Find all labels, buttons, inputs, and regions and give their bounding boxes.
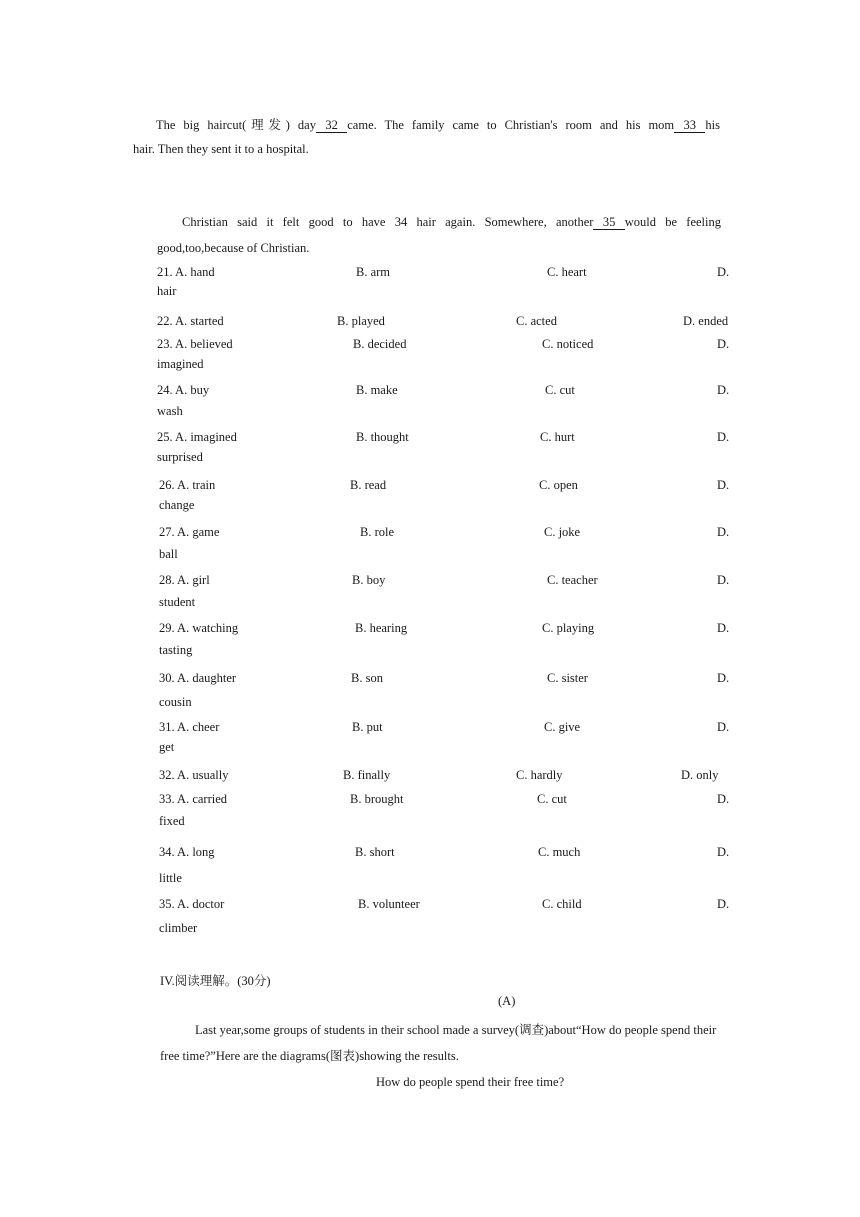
question-28-option-a: 28. A. girl [159,573,210,587]
question-32-option-a: 32. A. usually [159,768,229,782]
question-33-option-c: C. cut [537,792,567,806]
question-31-option-c: C. give [544,720,581,734]
passage-line-4: good,too,because of Christian. [157,241,310,255]
question-26-option-d-text: change [159,498,195,512]
passage-text: The big haircut(理发) day [156,118,316,132]
question-23-option-d: D. [717,337,730,351]
question-24-option-c: C. cut [545,383,575,397]
question-21-option-b: B. arm [356,265,391,279]
passage-text: came. The family came to Christian's room and his mom [347,118,675,132]
passage-text: would be feeling [624,215,721,229]
question-22-option-d: D. ended [683,314,729,328]
intro-line-1: Last year,some groups of students in their school made a survey(调查)about“How do people spend their [195,1023,717,1037]
question-32-option-d: D. only [681,768,719,782]
question-34-option-d-text: little [159,871,182,885]
question-29-option-d-text: tasting [159,643,193,657]
question-23-option-c: C. noticed [542,337,594,351]
question-25-option-d-text: surprised [157,450,203,464]
question-29-option-b: B. hearing [355,621,408,635]
question-27-option-b: B. role [360,525,395,539]
question-34-option-b: B. short [355,845,395,859]
question-34-option-a: 34. A. long [159,845,215,859]
question-26-option-c: C. open [539,478,578,492]
question-26-option-a: 26. A. train [159,478,216,492]
question-27-option-a: 27. A. game [159,525,220,539]
question-35-option-c: C. child [542,897,582,911]
question-25-option-c: C. hurt [540,430,575,444]
section-title: IV.阅读理解。(30分) [160,974,271,988]
blank-33: 33 [674,119,705,133]
passage-line-2: hair. Then they sent it to a hospital. [133,142,309,156]
question-32-option-b: B. finally [343,768,391,782]
question-33-option-d-text: fixed [159,814,185,828]
question-24-option-a: 24. A. buy [157,383,210,397]
question-23-option-b: B. decided [353,337,407,351]
question-21-option-a: 21. A. hand [157,265,215,279]
question-24-option-b: B. make [356,383,398,397]
passage-text: his [705,118,720,132]
question-22-option-b: B. played [337,314,385,328]
question-28-option-b: B. boy [352,573,386,587]
intro-line-2: free time?”Here are the diagrams(图表)showing the results. [160,1049,459,1063]
question-24-option-d-text: wash [157,404,183,418]
question-21-option-c: C. heart [547,265,587,279]
question-35-option-d: D. [717,897,730,911]
question-31-option-a: 31. A. cheer [159,720,220,734]
question-28-option-c: C. teacher [547,573,598,587]
question-27-option-d-text: ball [159,547,178,561]
question-31-option-d-text: get [159,740,175,754]
question-21-option-d-text: hair [157,284,177,298]
question-23-option-a: 23. A. believed [157,337,233,351]
question-35-option-d-text: climber [159,921,198,935]
question-34-option-c: C. much [538,845,581,859]
question-28-option-d-text: student [159,595,196,609]
chart-caption: How do people spend their free time? [376,1075,565,1089]
question-30-option-a: 30. A. daughter [159,671,237,685]
question-29-option-d: D. [717,621,730,635]
question-31-option-b: B. put [352,720,383,734]
part-label: (A) [498,994,516,1008]
question-28-option-d: D. [717,573,730,587]
passage-line-1 [156,115,720,133]
question-33-option-a: 33. A. carried [159,792,228,806]
question-25-option-b: B. thought [356,430,409,444]
question-26-option-d: D. [717,478,730,492]
passage-line-3 [182,215,721,230]
question-21-option-d: D. [717,265,730,279]
question-27-option-c: C. joke [544,525,581,539]
question-22-option-a: 22. A. started [157,314,224,328]
question-24-option-d: D. [717,383,730,397]
question-30-option-d: D. [717,671,730,685]
question-30-option-c: C. sister [547,671,588,685]
question-30-option-d-text: cousin [159,695,192,709]
question-29-option-a: 29. A. watching [159,621,239,635]
question-25-option-a: 25. A. imagined [157,430,237,444]
passage-text: Christian said it felt good to have 34 hair again. Somewhere, another [182,215,594,229]
question-22-option-c: C. acted [516,314,557,328]
question-32-option-c: C. hardly [516,768,563,782]
question-30-option-b: B. son [351,671,383,685]
question-31-option-d: D. [717,720,730,734]
question-27-option-d: D. [717,525,730,539]
blank-32: 32 [316,119,347,133]
question-26-option-b: B. read [350,478,387,492]
blank-35: 35 [593,216,624,230]
question-33-option-d: D. [717,792,730,806]
question-25-option-d: D. [717,430,730,444]
question-35-option-b: B. volunteer [358,897,420,911]
question-35-option-a: 35. A. doctor [159,897,225,911]
question-29-option-c: C. playing [542,621,595,635]
question-33-option-b: B. brought [350,792,404,806]
question-23-option-d-text: imagined [157,357,204,371]
question-34-option-d: D. [717,845,730,859]
